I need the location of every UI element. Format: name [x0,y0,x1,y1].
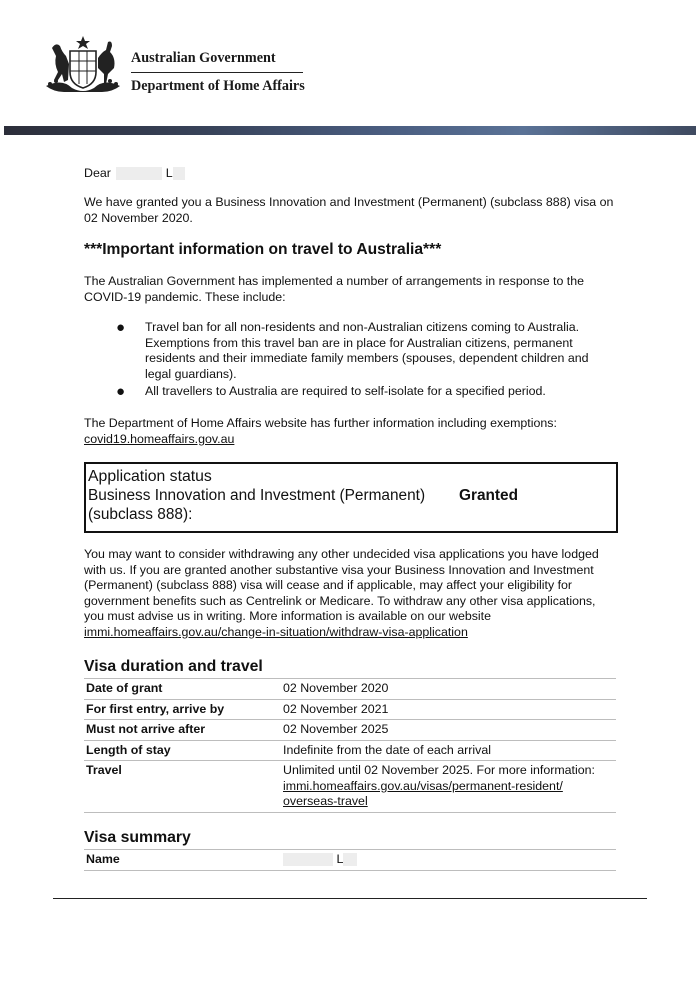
duration-section-title: Visa duration and travel [84,658,263,675]
redacted-name [343,853,357,866]
list-item-text: All travellers to Australia are required to self-isolate for a specified period. [145,384,546,398]
row-label: Name [84,850,281,871]
withdraw-paragraph [84,547,616,640]
grant-paragraph: We have granted you a Business Innovation and Investment (Permanent) (subclass 888) visa on 02 November 2020. [84,195,614,225]
header-band [4,126,696,135]
row-value: 02 November 2020 [281,679,616,700]
covid-intro: The Australian Government has implemented a number of arrangements in response to the COVID-19 pandemic. These include: [84,274,585,304]
row-label: Must not arrive after [84,720,281,741]
withdraw-text: You may want to consider withdrawing any other undecided visa applications you have lodged with us. If you are granted another substantive visa your Business Innovation and Investment (Permanent) (subclass 888) visa will cease and if applicable, may affect your eligibility for government benefits such as Centrelink or Medicare. To withdraw any other visa applications, you must advise us in writing. More information is available on our website [84,547,599,623]
visa-subclass: (subclass 888): [88,506,193,523]
row-label: Length of stay [84,740,281,761]
letterhead [0,0,700,127]
summary-name-initial: L [336,852,344,866]
summary-section-title: Visa summary [84,829,191,846]
salutation [84,166,616,182]
covid-measures-list [84,320,644,402]
application-status-box [84,462,618,533]
website-text: The Department of Home Affairs website has further information including exemptions: [84,416,557,430]
recipient-initial: L [165,166,173,180]
footer-divider [53,898,647,899]
table-row [84,679,616,700]
row-value [281,850,616,871]
list-item: ● All travellers to Australia are required to self-isolate for a specified period. [116,383,546,400]
redacted-name [283,853,333,866]
list-item-text: Travel ban for all non-residents and non-Australian citizens coming to Australia. Exemptions from this travel ban are in place for Australian citizens, permanent residents and their immediate family members (spouses, dependent children and legal guardians). [145,320,589,381]
visa-name: Business Innovation and Investment (Permanent) [88,487,426,504]
redacted-name [173,167,185,180]
duration-table [84,678,616,813]
row-label: Travel [84,761,281,813]
row-value: Indefinite from the date of each arrival [281,740,616,761]
table-row [84,740,616,761]
travel-text: Unlimited until 02 November 2025. For more information: [283,763,595,777]
important-heading: ***Important information on travel to Australia*** [84,241,442,258]
department-name: Department of Home Affairs [131,78,305,94]
status-visa-line [88,486,614,505]
divider [131,72,303,73]
row-value: 02 November 2021 [281,699,616,720]
row-value: 02 November 2025 [281,720,616,741]
status-title: Application status [88,468,212,485]
row-value [281,761,616,813]
overseas-travel-link-cont[interactable]: overseas-travel [283,794,368,808]
table-row [84,850,616,871]
table-row [84,761,616,813]
table-row [84,720,616,741]
row-label: For first entry, arrive by [84,699,281,720]
salutation-word: Dear [84,166,111,180]
redacted-name [116,167,162,180]
status-badge: Granted [459,487,519,504]
row-label: Date of grant [84,679,281,700]
website-paragraph [84,416,616,447]
government-name: Australian Government [131,50,276,66]
covid-website-link[interactable]: covid19.homeaffairs.gov.au [84,431,235,446]
table-row [84,699,616,720]
withdraw-link[interactable]: immi.homeaffairs.gov.au/change-in-situation/withdraw-visa-application [84,624,468,639]
summary-table [84,849,616,871]
overseas-travel-link[interactable]: immi.homeaffairs.gov.au/visas/permanent-resident/ [283,778,563,793]
list-item: ● Travel ban for all non-residents and non-Australian citizens coming to Australia. Exemptions from this travel ban are in place for Australian citizens, permanent residents and their immediate family members (spouses, dependent children and legal guardians). [116,319,589,381]
coat-of-arms-icon [42,34,124,96]
